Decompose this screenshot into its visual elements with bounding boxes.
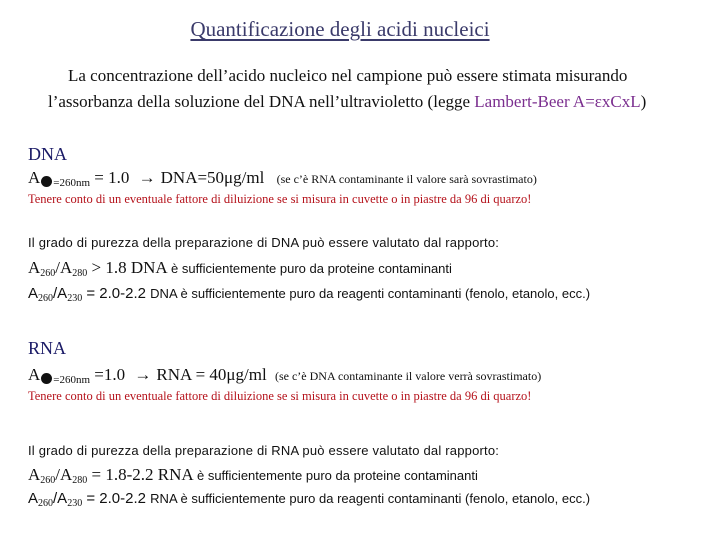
lambda-dot-icon: [41, 373, 52, 384]
dna-r2-sub1: 260: [38, 293, 54, 304]
rna-formula-value: =1.0: [90, 365, 126, 384]
rna-r2-slash: /A: [53, 490, 68, 507]
rna-formula-note: (se c’è DNA contaminante il valore verrà sovrastimato): [274, 369, 542, 383]
dna-purity-intro: Il grado di purezza della preparazione di DNA può essere valutato dal rapporto:: [28, 235, 500, 250]
dna-r1-slash: /A: [55, 258, 73, 277]
rna-r1-sub1: 260: [40, 475, 56, 486]
rna-heading: RNA: [28, 338, 67, 358]
rna-dilution-note: Tenere conto di un eventuale fattore di diluizione se si misura in cuvette o in piastre da 96 di quarzo!: [28, 389, 532, 403]
intro-line-1: La concentrazione dell’acido nucleico nel campione può essere stimata misurando: [68, 66, 628, 85]
dna-dilution-note: Tenere conto di un eventuale fattore di diluizione se si misura in cuvette o in piastre da 96 di quarzo!: [28, 192, 532, 206]
dna-formula-result: DNA=50μg/ml: [160, 168, 265, 187]
dna-r2-slash: /A: [53, 285, 68, 302]
rna-r1-value: = 1.8-2.2 RNA: [87, 465, 197, 484]
rna-r1-a: A: [28, 465, 41, 484]
dna-formula-value: = 1.0: [90, 168, 130, 187]
lambert-beer-law: Lambert-Beer A=εxCxL: [474, 92, 641, 111]
dna-r2-a: A: [28, 285, 39, 302]
dna-formula-note: (se c’è RNA contaminante il valore sarà sovrastimato): [276, 172, 537, 186]
lambda-dot-icon: [41, 176, 52, 187]
rna-formula-wavelength: =260nm: [53, 374, 91, 386]
arrow-right-icon: →: [138, 168, 156, 187]
dna-formula-a: A: [28, 168, 41, 187]
rna-r2-value: = 2.0-2.2: [82, 490, 151, 507]
dna-r1-sub1: 260: [40, 268, 56, 279]
dna-r1-desc: è sufficientemente puro da proteine contaminanti: [171, 261, 452, 276]
rna-r2-a: A: [28, 490, 39, 507]
rna-r1-sub2: 280: [72, 475, 88, 486]
dna-formula: [28, 168, 537, 188]
dna-r1-a: A: [28, 258, 41, 277]
dna-r2-sub2: 230: [67, 293, 83, 304]
dna-formula-wavelength: =260nm: [53, 177, 91, 189]
rna-r2-sub1: 260: [38, 498, 54, 509]
rna-formula-result: RNA = 40μg/ml: [156, 365, 267, 384]
dna-r1-sub2: 280: [72, 268, 88, 279]
rna-purity-intro: Il grado di purezza della preparazione di RNA può essere valutato dal rapporto:: [28, 443, 500, 458]
rna-r1-desc: è sufficientemente puro da proteine contaminanti: [196, 468, 478, 483]
rna-ratio-230: [28, 488, 590, 508]
intro-line-2-suffix: ): [640, 92, 647, 111]
dna-heading: DNA: [28, 144, 67, 164]
rna-ratio-280: [28, 465, 478, 485]
dna-ratio-280: [28, 258, 452, 278]
dna-r2-value: = 2.0-2.2: [82, 285, 151, 302]
rna-formula-a: A: [28, 365, 41, 384]
dna-r2-desc: DNA è sufficientemente puro da reagenti contaminanti (fenolo, etanolo, ecc.): [150, 286, 591, 301]
arrow-right-icon: →: [134, 365, 152, 384]
intro-line-2: [48, 92, 646, 112]
rna-r2-desc: RNA è sufficientemente puro da reagenti contaminanti (fenolo, etanolo, ecc.): [150, 491, 591, 506]
rna-r1-slash: /A: [55, 465, 73, 484]
dna-ratio-230: [28, 283, 590, 303]
dna-r1-value: > 1.8 DNA: [87, 258, 172, 277]
rna-formula: [28, 365, 541, 385]
page-title: Quantificazione degli acidi nucleici: [190, 17, 490, 41]
rna-r2-sub2: 230: [67, 498, 83, 509]
intro-line-2-prefix: l’assorbanza della soluzione del DNA nell’ultravioletto (legge: [48, 92, 475, 111]
